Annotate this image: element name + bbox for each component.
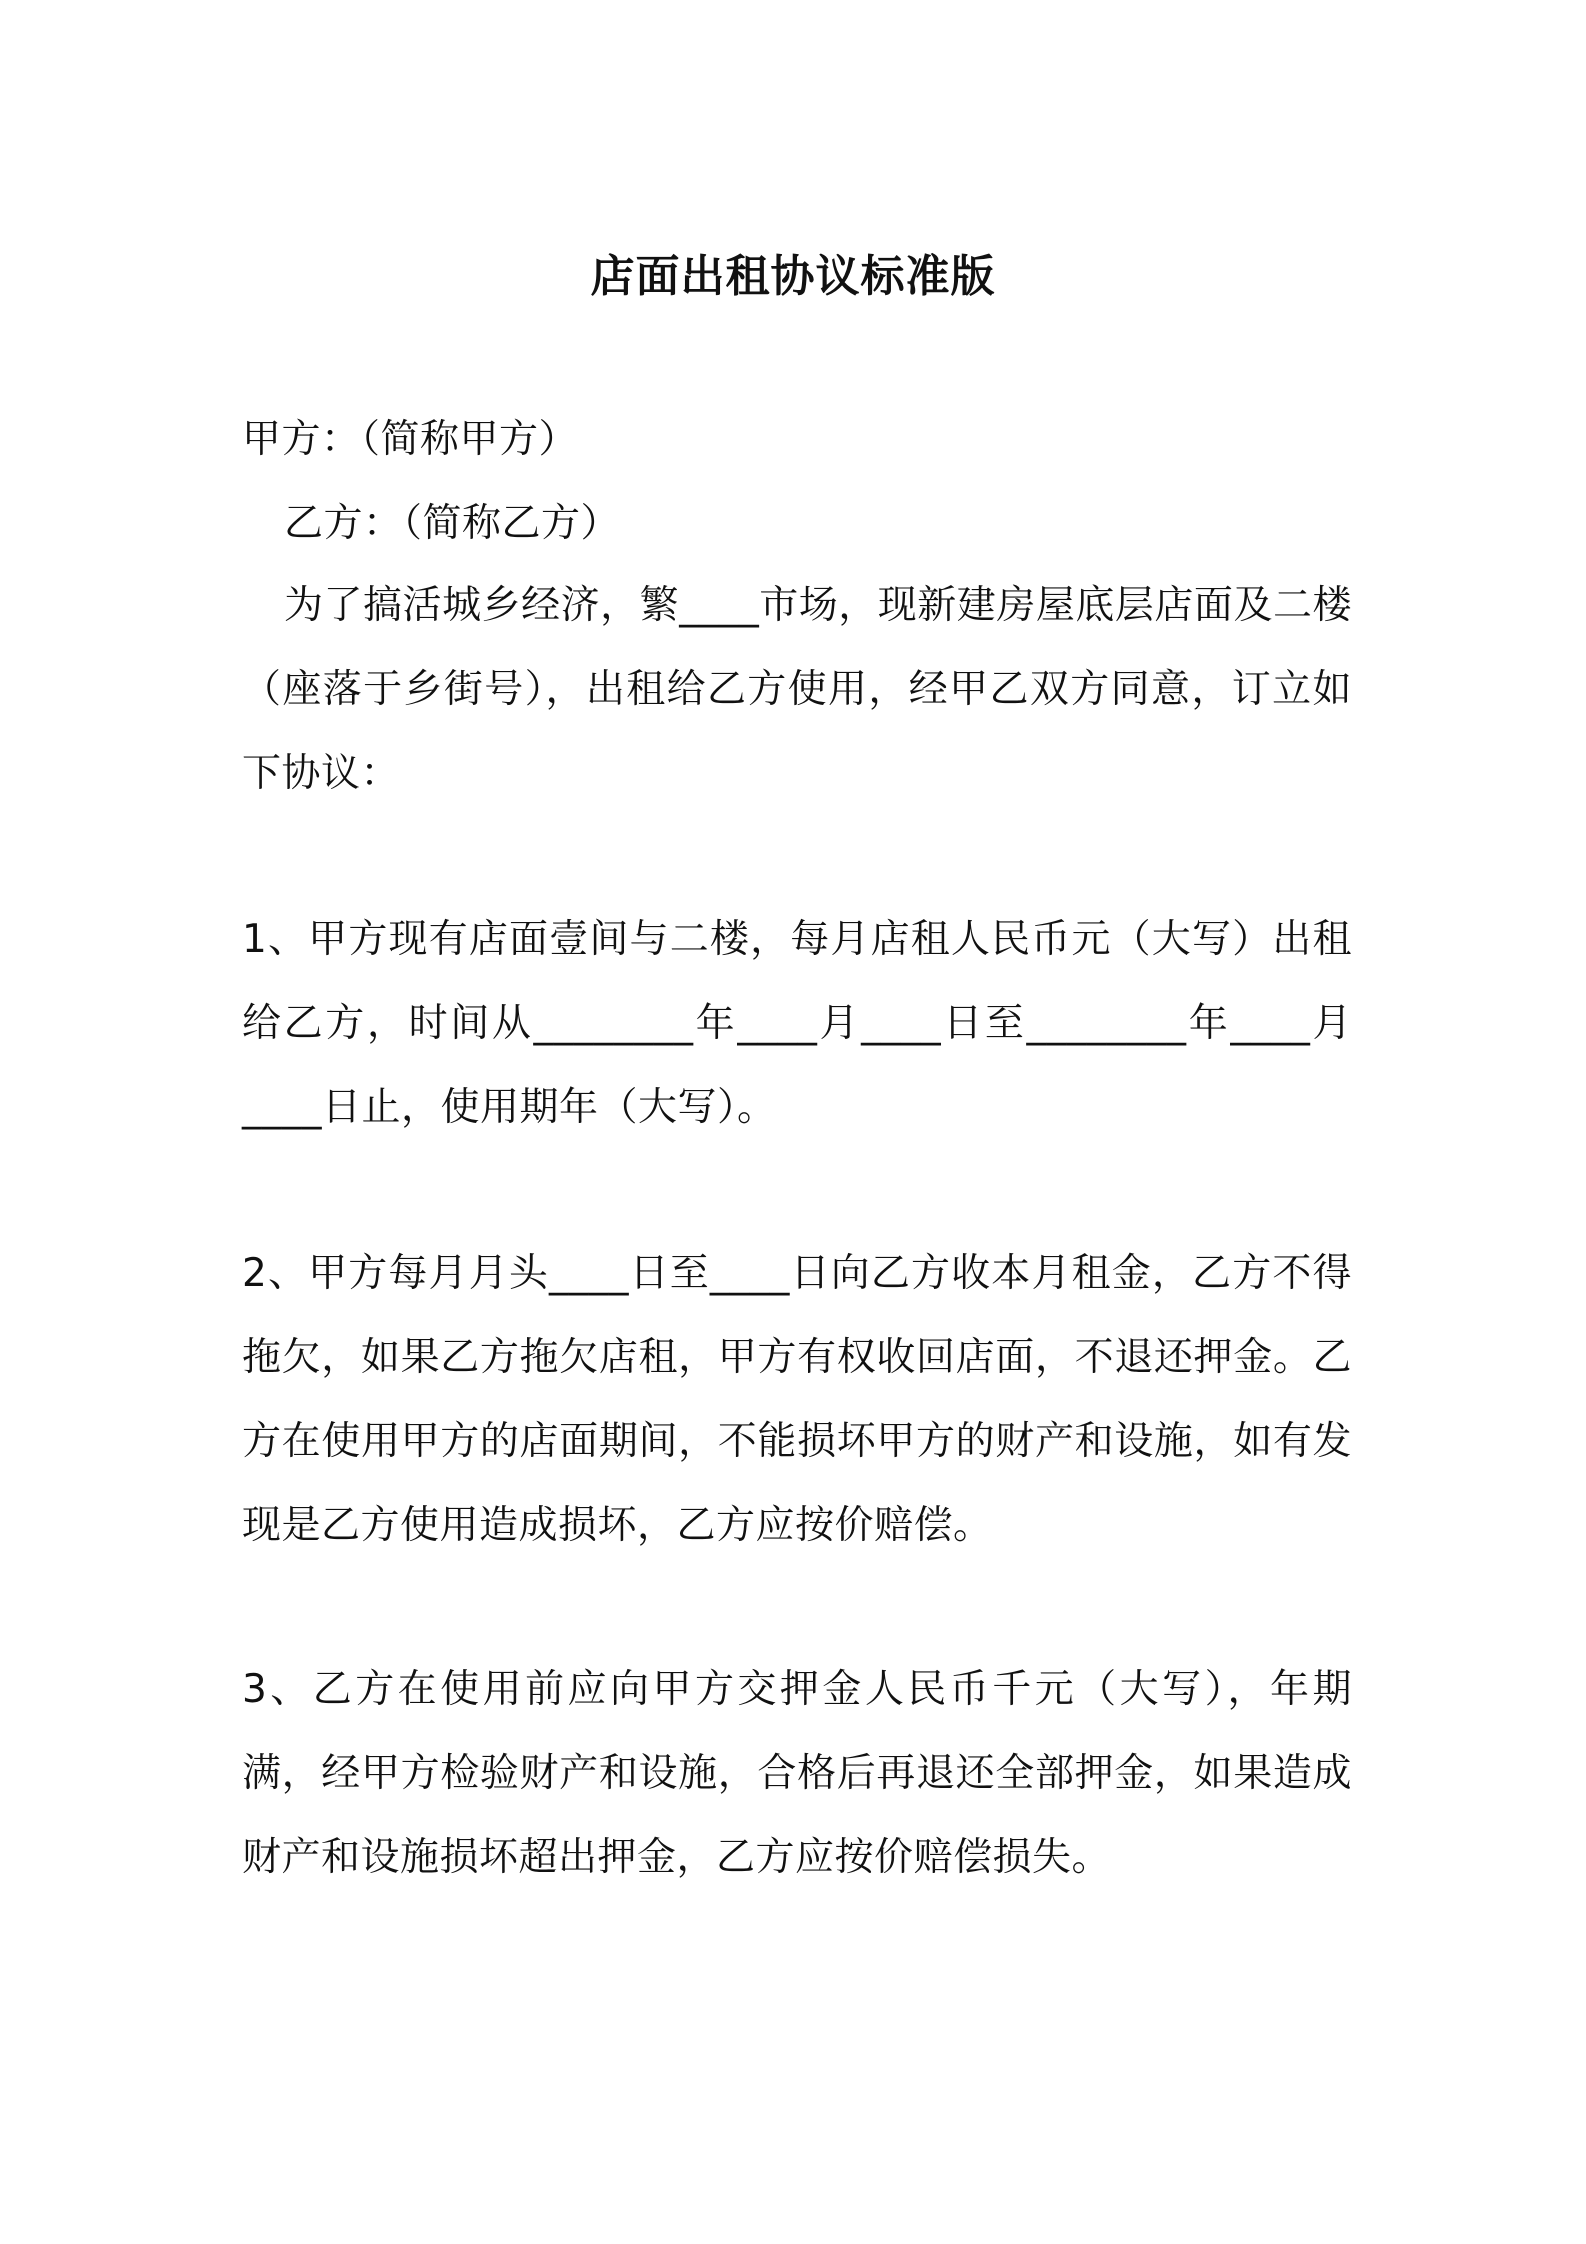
party-b-line: 乙方：（简称乙方） [284,501,621,546]
document-title: 店面出租协议标准版 [590,251,996,303]
clause-2: 2、甲方每月月头____日至____日向乙方收本月租金，乙方不得拖欠，如果乙方拖欠店租，甲方有权收回店面，不退还押金。乙方在使用甲方的店面期间，不能损坏甲方的财产和设施，如有发现是乙方使用造成损坏，乙方应按价赔偿。 [242,1251,1352,1548]
clause-3: 3、乙方在使用前应向甲方交押金人民币千元（大写），年期满，经甲方检验财产和设施，合格后再退还全部押金，如果造成财产和设施损坏超出押金，乙方应按价赔偿损失。 [242,1667,1352,1880]
intro-paragraph: 为了搞活城乡经济，繁____市场，现新建房屋底层店面及二楼（座落于乡街号），出租给乙方使用，经甲乙双方同意，订立如下协议： [242,583,1352,796]
party-a-line: 甲方：（简称甲方） [242,417,579,462]
clause-1: 1、甲方现有店面壹间与二楼，每月店租人民币元（大写）出租给乙方，时间从________年____月____日至________年____月____日止，使用期年（大写）。 [242,917,1352,1130]
